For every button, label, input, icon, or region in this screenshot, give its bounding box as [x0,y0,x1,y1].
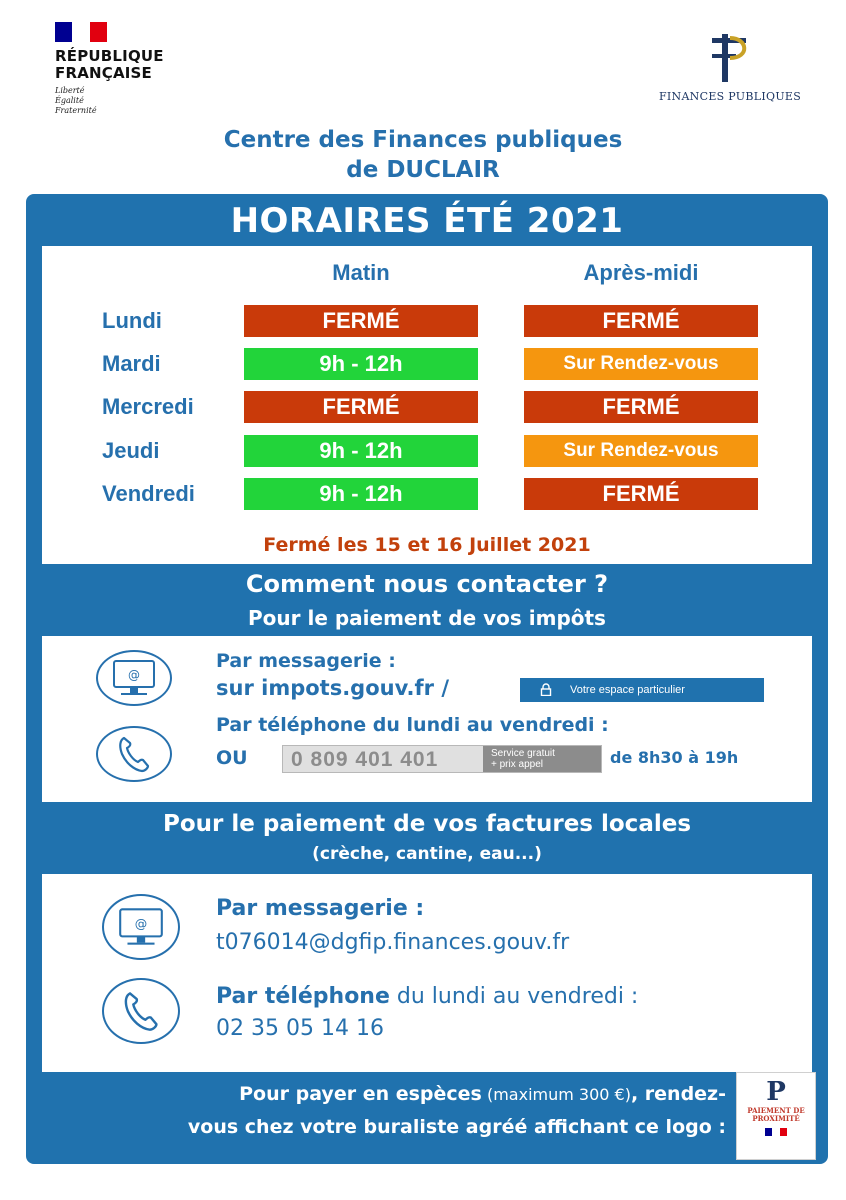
service-tag: Service gratuit + prix appel [483,746,601,772]
lock-icon [540,683,552,696]
factures-mail-label: Par messagerie : [216,896,425,921]
slot-apres-midi: FERMÉ [524,478,758,510]
factures-heading: Pour le paiement de vos factures locales [162,811,692,837]
impots-mail-label: Par messagerie : [216,650,396,672]
slot-matin: 9h - 12h [244,435,478,467]
french-flag-icon [765,1128,787,1136]
svg-text:@: @ [134,916,148,932]
phone-icon [102,978,180,1044]
french-flag-icon [55,22,107,42]
slot-matin: FERMÉ [244,391,478,423]
day-label: Vendredi [102,481,195,506]
impots-website[interactable]: sur impots.gouv.fr / [216,676,450,700]
impots-heading: Pour le paiement de vos impôts [248,606,606,630]
impots-phone-number: 0 809 401 401 [291,748,439,771]
factures-phone-label: Par téléphone du lundi au vendredi : [216,984,639,1009]
day-label: Jeudi [102,438,160,463]
contact-heading: Comment nous contacter ? [245,570,609,598]
factures-phone-number[interactable]: 02 35 05 14 16 [216,1016,384,1041]
computer-mail-icon [102,894,180,960]
republique-motto: Liberté Égalité Fraternité [55,86,97,115]
schedule-title: HORAIRES ÉTÉ 2021 [230,201,624,241]
day-label: Mercredi [102,394,194,419]
slot-apres-midi: Sur Rendez-vous [524,435,758,467]
slot-matin: FERMÉ [244,305,478,337]
day-label: Lundi [102,308,162,333]
republique-francaise-logo [55,22,195,116]
finances-publiques-logo: FINANCES PUBLIQUES [640,30,820,103]
column-matin: Matin [332,260,390,285]
day-label: Mardi [102,351,161,376]
centre-title: Centre des Finances publiques de DUCLAIR [223,127,623,183]
phone-icon [96,726,172,782]
main-panel [26,194,828,1164]
impots-phone-number-box[interactable] [282,745,602,773]
factures-mail-address[interactable]: t076014@dgfip.finances.gouv.fr [216,930,570,955]
slot-apres-midi: FERMÉ [524,391,758,423]
cash-payment-note: Pour payer en espèces (maximum 300 €), rendez- vous chez votre buraliste agréé affichant ce logo : [187,1083,726,1138]
factures-subheading: (crèche, cantine, eau...) [312,844,542,864]
impots-phone-label: Par téléphone du lundi au vendredi : [216,714,609,736]
computer-mail-icon [96,650,172,706]
paiement-proximite-logo: P PAIEMENT DE PROXIMITÉ [736,1072,816,1160]
slot-matin: 9h - 12h [244,348,478,380]
republique-name: RÉPUBLIQUE FRANÇAISE [55,47,164,82]
phone-hours: de 8h30 à 19h [610,748,739,767]
slot-apres-midi: FERMÉ [524,305,758,337]
svg-text:@: @ [128,668,140,682]
phone-prefix: OU [216,747,248,769]
espace-particulier-button[interactable]: Votre espace particulier [520,678,764,702]
slot-apres-midi: Sur Rendez-vous [524,348,758,380]
column-apres-midi: Après-midi [583,260,699,285]
slot-matin: 9h - 12h [244,478,478,510]
closed-dates-note: Fermé les 15 et 16 Juillet 2021 [263,534,591,556]
finances-publiques-mark-icon [700,30,760,86]
